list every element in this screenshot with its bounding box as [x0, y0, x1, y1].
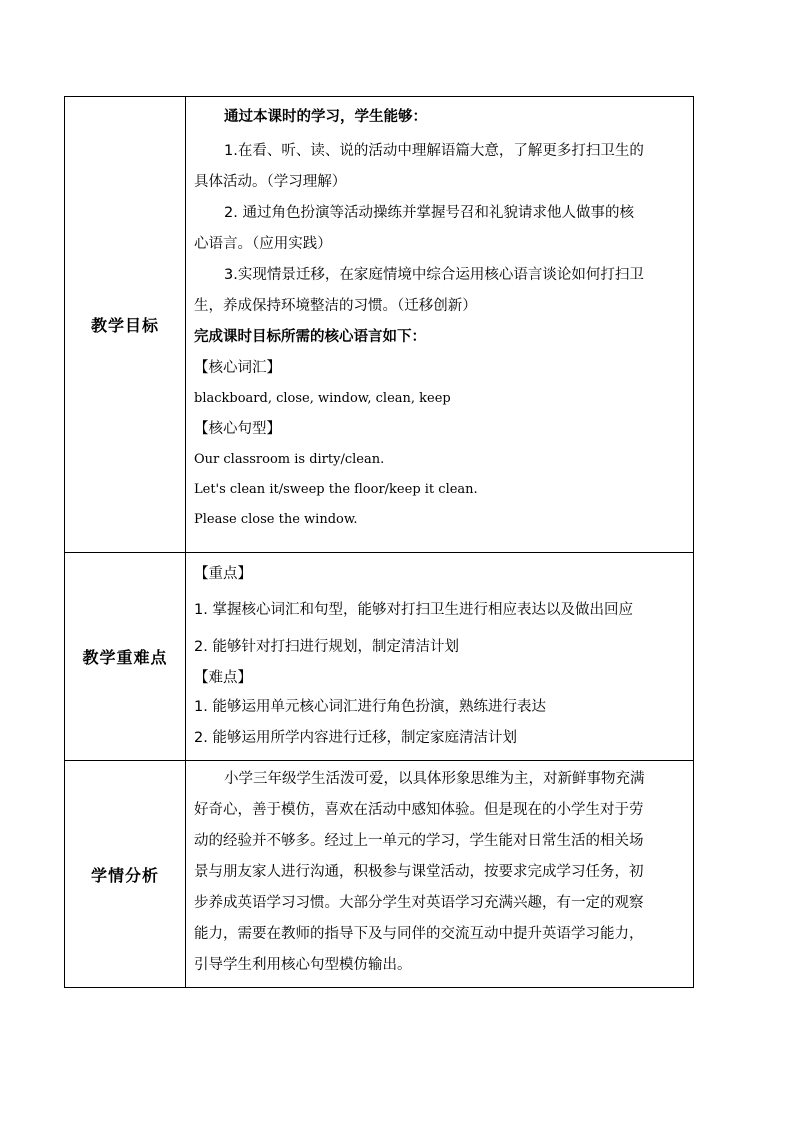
analysis-row	[65, 761, 694, 988]
difficulty-item-2: 2. 能够运用所学内容进行迁移，制定家庭清洁计划	[194, 730, 517, 746]
objective-3-line-2: 生，养成保持环境整洁的习惯。（迁移创新）	[194, 298, 477, 314]
analysis-line-6: 能力，需要在教师的指导下及与同伴的交流互动中提升英语学习能力，	[194, 926, 644, 942]
difficulty-item-1: 1. 能够运用单元核心词汇进行角色扮演，熟练进行表达	[194, 699, 546, 715]
key-points-row	[65, 553, 694, 761]
objectives-label-cell	[65, 97, 186, 553]
objectives-content-cell	[186, 97, 694, 553]
key-points-content-cell	[186, 553, 694, 761]
difficulty-heading: 【难点】	[194, 670, 252, 686]
objectives-row	[65, 97, 694, 553]
sentence-2: Let's clean it/sweep the floor/keep it clean.	[194, 482, 478, 497]
analysis-line-3: 动的经验并不够多。经过上一单元的学习，学生能对日常生活的相关场	[194, 833, 644, 849]
vocab-heading: 【核心词汇】	[194, 360, 281, 376]
objective-2-line-2: 心语言。（应用实践）	[194, 236, 332, 252]
objective-1-line-1: 1.在看、听、读、说的活动中理解语篇大意，了解更多打扫卫生的	[224, 143, 644, 159]
focus-item-2: 2. 能够针对打扫进行规划，制定清洁计划	[194, 639, 459, 655]
objectives-intro: 通过本课时的学习，学生能够：	[224, 109, 427, 125]
sentence-3: Please close the window.	[194, 512, 358, 527]
analysis-label-cell	[65, 761, 186, 988]
objective-3-line-1: 3.实现情景迁移，在家庭情境中综合运用核心语言谈论如何打扫卫	[224, 267, 644, 283]
objective-1-line-2: 具体活动。（学习理解）	[194, 174, 347, 190]
key-points-label-cell	[65, 553, 186, 761]
analysis-line-5: 步养成英语学习习惯。大部分学生对英语学习充满兴趣，有一定的观察	[194, 895, 644, 911]
core-language-title: 完成课时目标所需的核心语言如下：	[194, 329, 426, 345]
lesson-plan-table	[64, 96, 694, 988]
objective-2-line-1: 2. 通过角色扮演等活动操练并掌握号召和礼貌请求他人做事的核	[224, 205, 634, 221]
analysis-line-2: 好奇心，善于模仿，喜欢在活动中感知体验。但是现在的小学生对于劳	[194, 802, 644, 818]
vocab-list: blackboard, close, window, clean, keep	[194, 391, 451, 406]
key-points-label: 教学重难点	[82, 648, 168, 667]
analysis-line-4: 景与朋友家人进行沟通，积极参与课堂活动，按要求完成学习任务，初	[194, 864, 644, 880]
objectives-label: 教学目标	[90, 316, 159, 335]
focus-heading: 【重点】	[194, 566, 252, 582]
analysis-line-7: 引导学生利用核心句型模仿输出。	[194, 957, 412, 973]
sentence-1: Our classroom is dirty/clean.	[194, 452, 385, 467]
analysis-label: 学情分析	[90, 865, 159, 885]
analysis-content-cell	[186, 761, 694, 988]
focus-item-1: 1. 掌握核心词汇和句型，能够对打扫卫生进行相应表达以及做出回应	[194, 602, 633, 618]
analysis-line-1: 小学三年级学生活泼可爱，以具体形象思维为主，对新鲜事物充满	[224, 771, 645, 787]
sentence-heading: 【核心句型】	[194, 421, 281, 437]
